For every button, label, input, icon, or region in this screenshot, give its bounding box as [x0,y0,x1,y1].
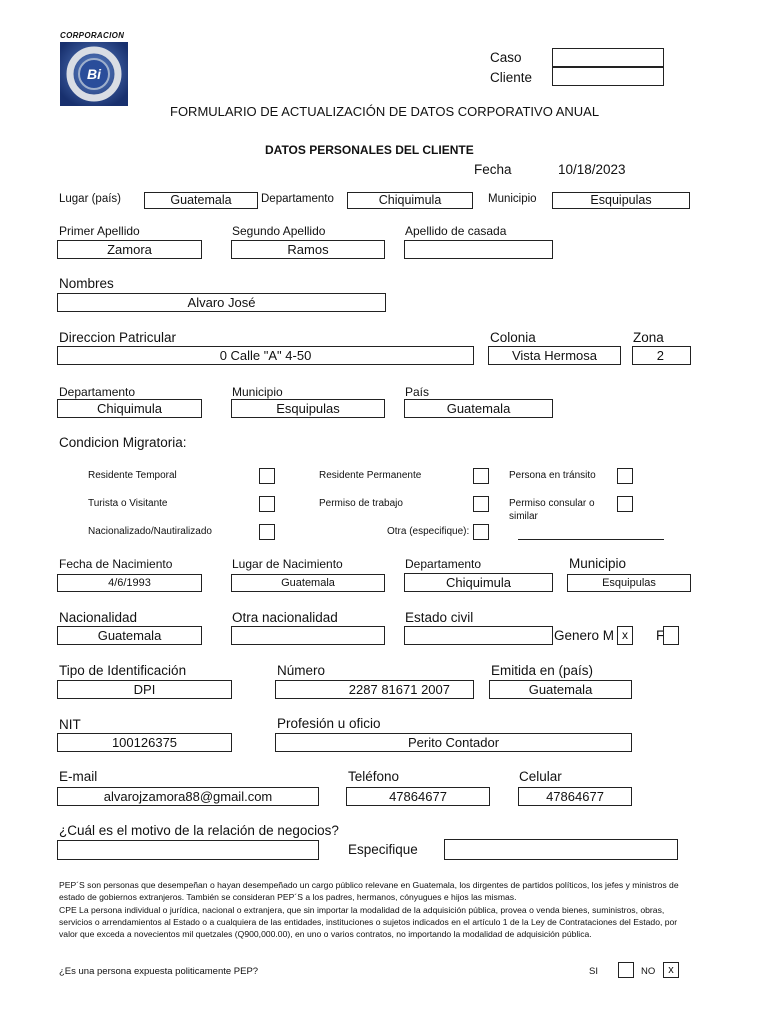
zona-field[interactable]: 2 [632,346,691,365]
nacionalidad-field[interactable]: Guatemala [57,626,202,645]
lugar-muni-label: Municipio [488,193,537,205]
emitida-field[interactable]: Guatemala [489,680,632,699]
pep-definition: PEP´S son personas que desempeñan o hayan desempeñado un cargo público relevane en Guatemala, los dirgentes de partidos políticos, los jefes y ministros de estado de gobiernos extranjeros. También se consideran PEP´S a los padres, hermanos, cónyugues e hijos las mismas. [59,880,679,903]
lugar-nacimiento-label: Lugar de Nacimiento [232,557,343,571]
cliente-label: Cliente [490,70,533,85]
residencia-muni-label: Municipio [232,385,283,399]
fecha-nacimiento-label: Fecha de Nacimiento [59,557,173,571]
numero-id-field[interactable]: 2287 81671 2007 [275,680,474,699]
fecha-nacimiento-field[interactable]: 4/6/1993 [57,574,202,592]
profesion-label: Profesión u oficio [277,716,381,731]
otra-migratoria-checkbox[interactable] [473,524,489,540]
pep-no-label: NO [641,966,656,977]
permiso-consular-checkbox[interactable] [617,496,633,512]
turista-label: Turista o Visitante [88,498,168,509]
residencia-depto-label: Departamento [59,385,136,399]
svg-text:Bi: Bi [87,66,101,82]
residente-temporal-checkbox[interactable] [259,468,275,484]
lugar-muni-field[interactable]: Esquipulas [552,192,690,209]
otra-especifique-line[interactable] [518,539,664,540]
permiso-consular-label-2: similar [509,511,538,522]
profesion-field[interactable]: Perito Contador [275,733,632,752]
celular-label: Celular [519,769,562,784]
residencia-muni-field[interactable]: Esquipulas [231,399,385,418]
direccion-field[interactable]: 0 Calle "A" 4-50 [57,346,474,365]
lugar-pais-field[interactable]: Guatemala [144,192,258,209]
emitida-label: Emitida en (país) [491,663,594,678]
direccion-label: Direccion Patricular [59,330,177,345]
fecha-label: Fecha [474,162,512,177]
lugar-nacimiento-field[interactable]: Guatemala [231,574,385,592]
otra-nacionalidad-field[interactable] [231,626,385,645]
nacimiento-depto-field[interactable]: Chiquimula [404,573,553,592]
tipo-id-field[interactable]: DPI [57,680,232,699]
email-label: E-mail [59,769,98,784]
turista-checkbox[interactable] [259,496,275,512]
nit-label: NIT [59,717,81,732]
telefono-label: Teléfono [348,769,400,784]
primer-apellido-field[interactable]: Zamora [57,240,202,259]
nacimiento-muni-label: Municipio [569,556,627,571]
migratoria-label: Condicion Migratoria: [59,435,187,450]
otra-migratoria-label: Otra (especifique): [387,526,470,537]
nombres-field[interactable]: Alvaro José [57,293,386,312]
motivo-field[interactable] [57,840,319,860]
zona-label: Zona [633,330,664,345]
celular-field[interactable]: 47864677 [518,787,632,806]
estado-civil-label: Estado civil [405,610,474,625]
estado-civil-field[interactable] [404,626,553,645]
lugar-pais-label: Lugar (país) [59,193,122,205]
genero-f-label: F [656,628,665,643]
cpe-definition: CPE La persona individual o jurídica, nacional o extranjera, que sin importar la modalidad de la adquisición pública, provea o venda bienes, suministros, obras, servicios o arrendamientos al Estado o a cualquiera de las entidades, instituciones o sujetos indicados en el artículo 1 de la Ley de Contrataciones del Estado, por valor que exceda a novecientos mil quetzales (Q900,000.00), en uno o varios contratos, no importando la modalidad de adquisición pública. [59,904,678,940]
pep-question: ¿Es una persona expuesta politicamente PEP? [59,966,259,977]
segundo-apellido-field[interactable]: Ramos [231,240,385,259]
lugar-depto-field[interactable]: Chiquimula [347,192,473,209]
residencia-pais-label: País [405,385,430,399]
section-title: DATOS PERSONALES DEL CLIENTE [265,143,474,157]
form-title: FORMULARIO DE ACTUALIZACIÓN DE DATOS CORPORATIVO ANUAL [170,104,600,119]
especifique-label: Especifique [348,842,418,857]
fecha-value: 10/18/2023 [558,162,626,177]
nombres-label: Nombres [59,276,114,291]
residencia-pais-field[interactable]: Guatemala [404,399,553,418]
permiso-trabajo-label: Permiso de trabajo [319,498,403,509]
pep-no-checkbox[interactable]: x [663,962,679,978]
pep-si-checkbox[interactable] [618,962,634,978]
nacionalidad-label: Nacionalidad [59,610,138,625]
caso-field[interactable] [552,48,664,67]
pep-si-label: SI [589,966,598,977]
persona-transito-label: Persona en tránsito [509,470,596,481]
nacionalizado-checkbox[interactable] [259,524,275,540]
especifique-field[interactable] [444,839,678,860]
residente-permanente-label: Residente Permanente [319,470,422,481]
genero-m-label: Genero M [554,628,615,643]
nacimiento-depto-label: Departamento [405,557,482,571]
lugar-depto-label: Departamento [261,193,334,205]
primer-apellido-label: Primer Apellido [59,224,140,238]
pep-notice [59,879,689,940]
numero-id-label: Número [277,663,326,678]
caso-label: Caso [490,50,522,65]
corporation-logo [60,31,128,107]
colonia-label: Colonia [490,330,536,345]
logo-text: CORPORACION [60,31,125,40]
residente-temporal-label: Residente Temporal [88,470,177,481]
colonia-field[interactable]: Vista Hermosa [488,346,621,365]
genero-f-checkbox[interactable] [663,626,679,645]
persona-transito-checkbox[interactable] [617,468,633,484]
residencia-depto-field[interactable]: Chiquimula [57,399,202,418]
motivo-label: ¿Cuál es el motivo de la relación de negocios? [59,823,339,838]
permiso-consular-label-1: Permiso consular o [509,498,595,509]
nacionalizado-label: Nacionalizado/Nautiralizado [88,526,212,537]
segundo-apellido-label: Segundo Apellido [232,224,326,238]
telefono-field[interactable]: 47864677 [346,787,490,806]
permiso-trabajo-checkbox[interactable] [473,496,489,512]
logo-emblem-icon [60,42,128,106]
nit-field[interactable]: 100126375 [57,733,232,752]
tipo-id-label: Tipo de Identificación [59,663,187,678]
apellido-casada-label: Apellido de casada [405,224,507,238]
apellido-casada-field[interactable] [404,240,553,259]
email-field[interactable]: alvarojzamora88@gmail.com [57,787,319,806]
genero-m-checkbox[interactable]: x [617,626,633,645]
residente-permanente-checkbox[interactable] [473,468,489,484]
cliente-field[interactable] [552,67,664,86]
otra-nacionalidad-label: Otra nacionalidad [232,610,338,625]
nacimiento-muni-field[interactable]: Esquipulas [567,574,691,592]
